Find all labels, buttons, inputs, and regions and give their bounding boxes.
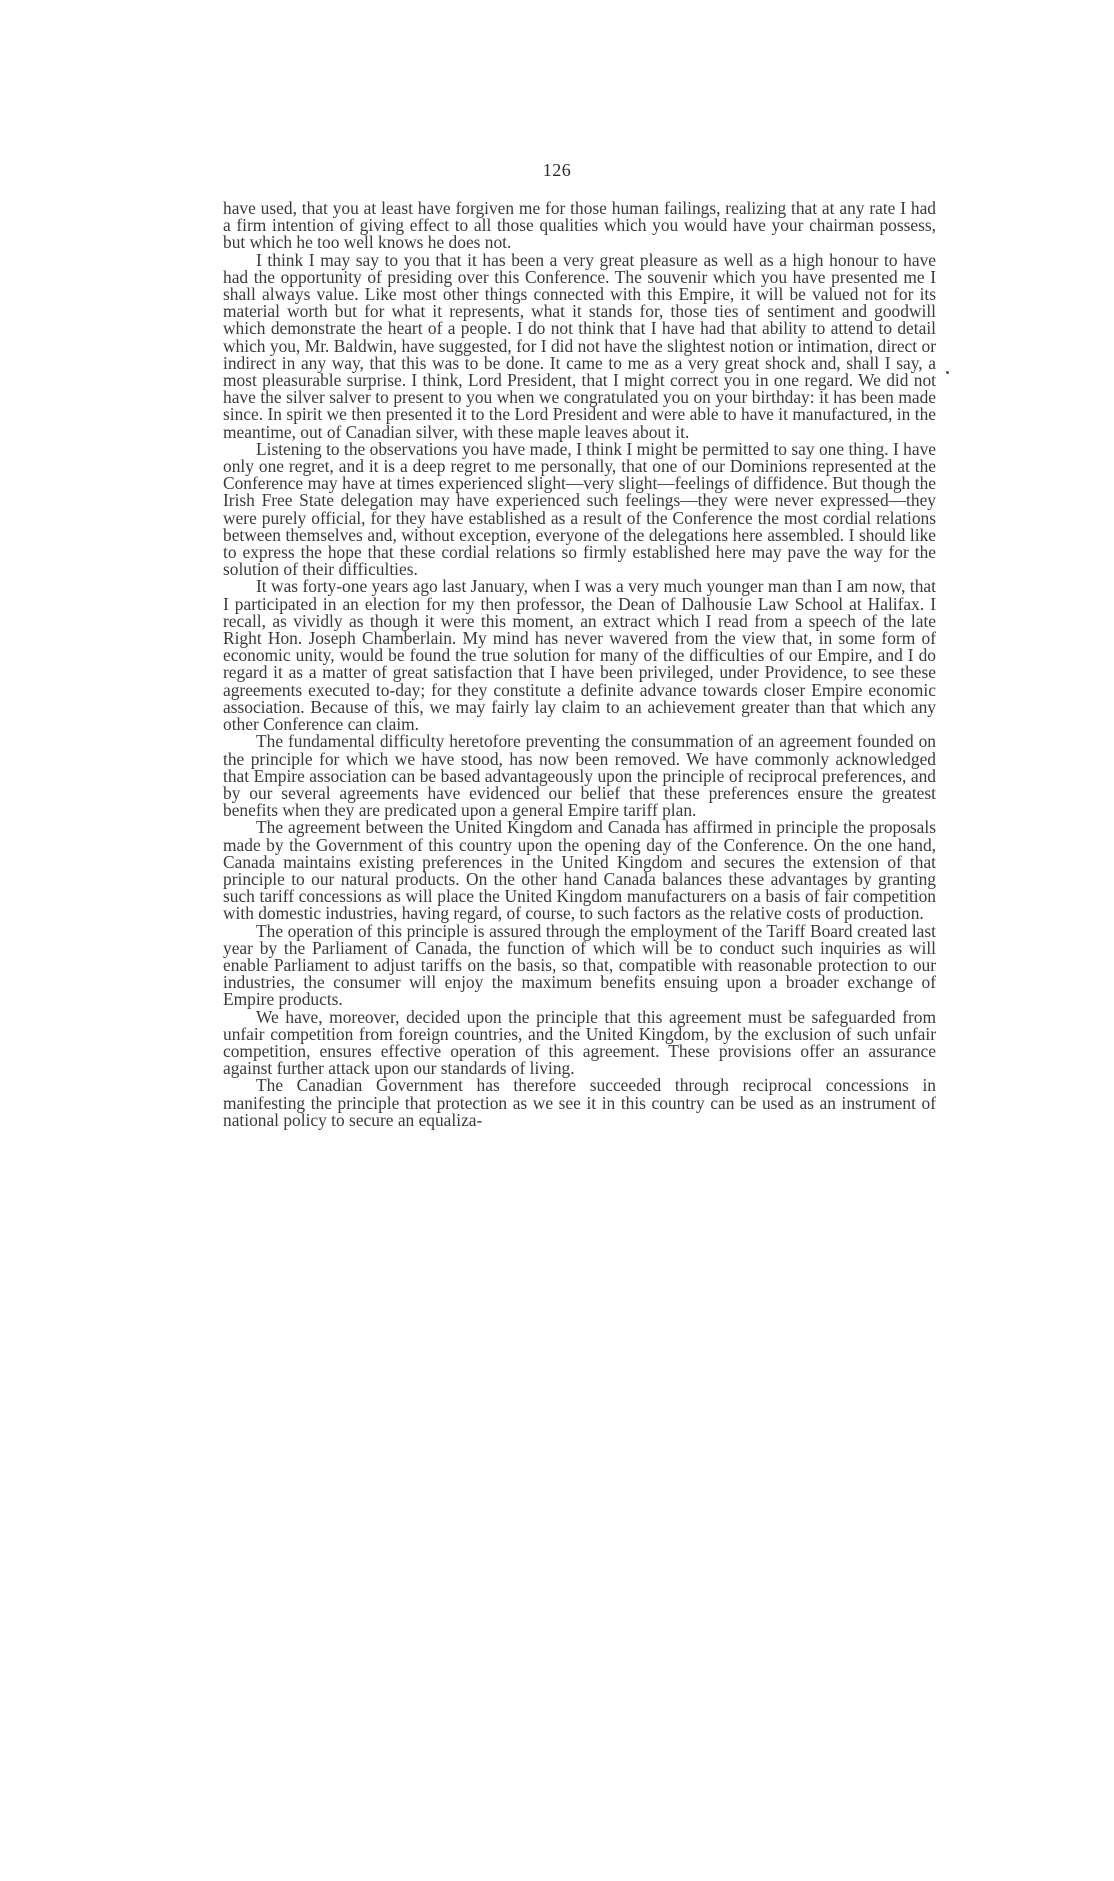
paragraph-8: We have, moreover, decided upon the principle that this agreement must be safeguarded from unfair competition from foreign countries, and the United Kingdom, by the exclusion of such unfair competition, ensures effective operation of this agreement. These provisions offer an assurance against further attack upon our standards of living. [223, 1006, 936, 1079]
paragraph-7: The operation of this principle is assured through the employment of the Tariff Board created last year by the Parliament of Canada, the function of which will be to conduct such inquiries as will enable Parliament to adjust tariffs on the basis, so that, compatible with reasonable protection to our industries, the consumer will enjoy the maximum benefits ensuing upon a broader exchange of Empire products. [223, 920, 936, 1010]
paragraph-1: have used, that you at least have forgiven me for those human failings, realizing that at any rate I had a firm intention of giving effect to all those qualities which you would have your chairman possess, but which he too well knows he does not. [223, 198, 936, 253]
paragraph-5: The fundamental difficulty heretofore preventing the consummation of an agreement founded on the principle for which we have stood, has now been removed. We have commonly acknowledged that Empire association can be based advantageously upon the principle of reciprocal preferences, and by our several agreements have evidenced our belief that these preferences ensure the greatest benefits when they are predicated upon a general Empire tariff plan. [223, 731, 936, 821]
paragraph-2: I think I may say to you that it has been a very great pleasure as well as a high honour to have had the opportunity of presiding over this Conference. The souvenir which you have presented me I shall always value. Like most other things connected with this Empire, it will be valued not for its material worth but for what it represents, what it stands for, those ties of sentiment and goodwill which demonstrate the heart of a people. I do not think that I have had that ability to attend to detail which you, Mr. Baldwin, have suggested, for I did not have the slightest notion or intimation, direct or indirect in any way, that this was to be done. It came to me as a very great shock and, shall I say, a most pleasurable surprise. I think, Lord President, that I might correct you in one regard. We did not have the silver salver to present to you when we congratulated you on your birthday: it has been made since. In spirit we then presented it to the Lord President and were able to have it manufactured, in the meantime, out of Canadian silver, with these maple leaves about it. [223, 249, 936, 442]
paragraph-3: Listening to the observations you have made, I think I might be permitted to say one thing. I have only one regret, and it is a deep regret to me personally, that one of our Dominions represented at the Conference may have at times experienced slight—very slight—feelings of diffidence. But though the Irish Free State delegation may have experienced such feelings—they were never expressed—they were purely official, for they have established as a result of the Conference the most cordial relations between themselves and, without exception, everyone of the delegations here assembled. I should like to express the hope that these cordial relations so firmly established here may pave the way for the solution of their difficulties. [223, 438, 936, 580]
page-number: 126 [542, 160, 572, 180]
paragraph-4: It was forty-one years ago last January, when I was a very much younger man than I am now, that I participated in an election for my then professor, the Dean of Dalhousie Law School at Halifax. I recall, as vividly as though it were this moment, an extract which I read from a speech of the late Right Hon. Joseph Chamberlain. My mind has never wavered from the view that, in some form of economic unity, would be found the true solution for many of the difficulties of our Empire, and I do regard it as a matter of great satisfaction that I have been privileged, under Providence, to see these agreements executed to-day; for they constitute a definite advance towards closer Empire economic association. Because of this, we may fairly lay claim to an achievement greater than that which any other Conference can claim. [223, 576, 936, 735]
margin-mark [946, 371, 949, 374]
body-text [223, 200, 936, 1129]
paragraph-6: The agreement between the United Kingdom and Canada has affirmed in principle the proposals made by the Government of this country upon the opening day of the Conference. On the one hand, Canada maintains existing preferences in the United Kingdom and secures the extension of that principle to our natural products. On the other hand Canada balances these advantages by granting such tariff concessions as will place the United Kingdom manufacturers on a basis of fair competition with domestic industries, having regard, of course, to such factors as the relative costs of production. [223, 817, 936, 924]
paragraph-9: The Canadian Government has therefore succeeded through reciprocal concessions in manifesting the principle that protection as we see it in this country can be used as an instrument of national policy to secure an equaliza- [223, 1075, 936, 1130]
